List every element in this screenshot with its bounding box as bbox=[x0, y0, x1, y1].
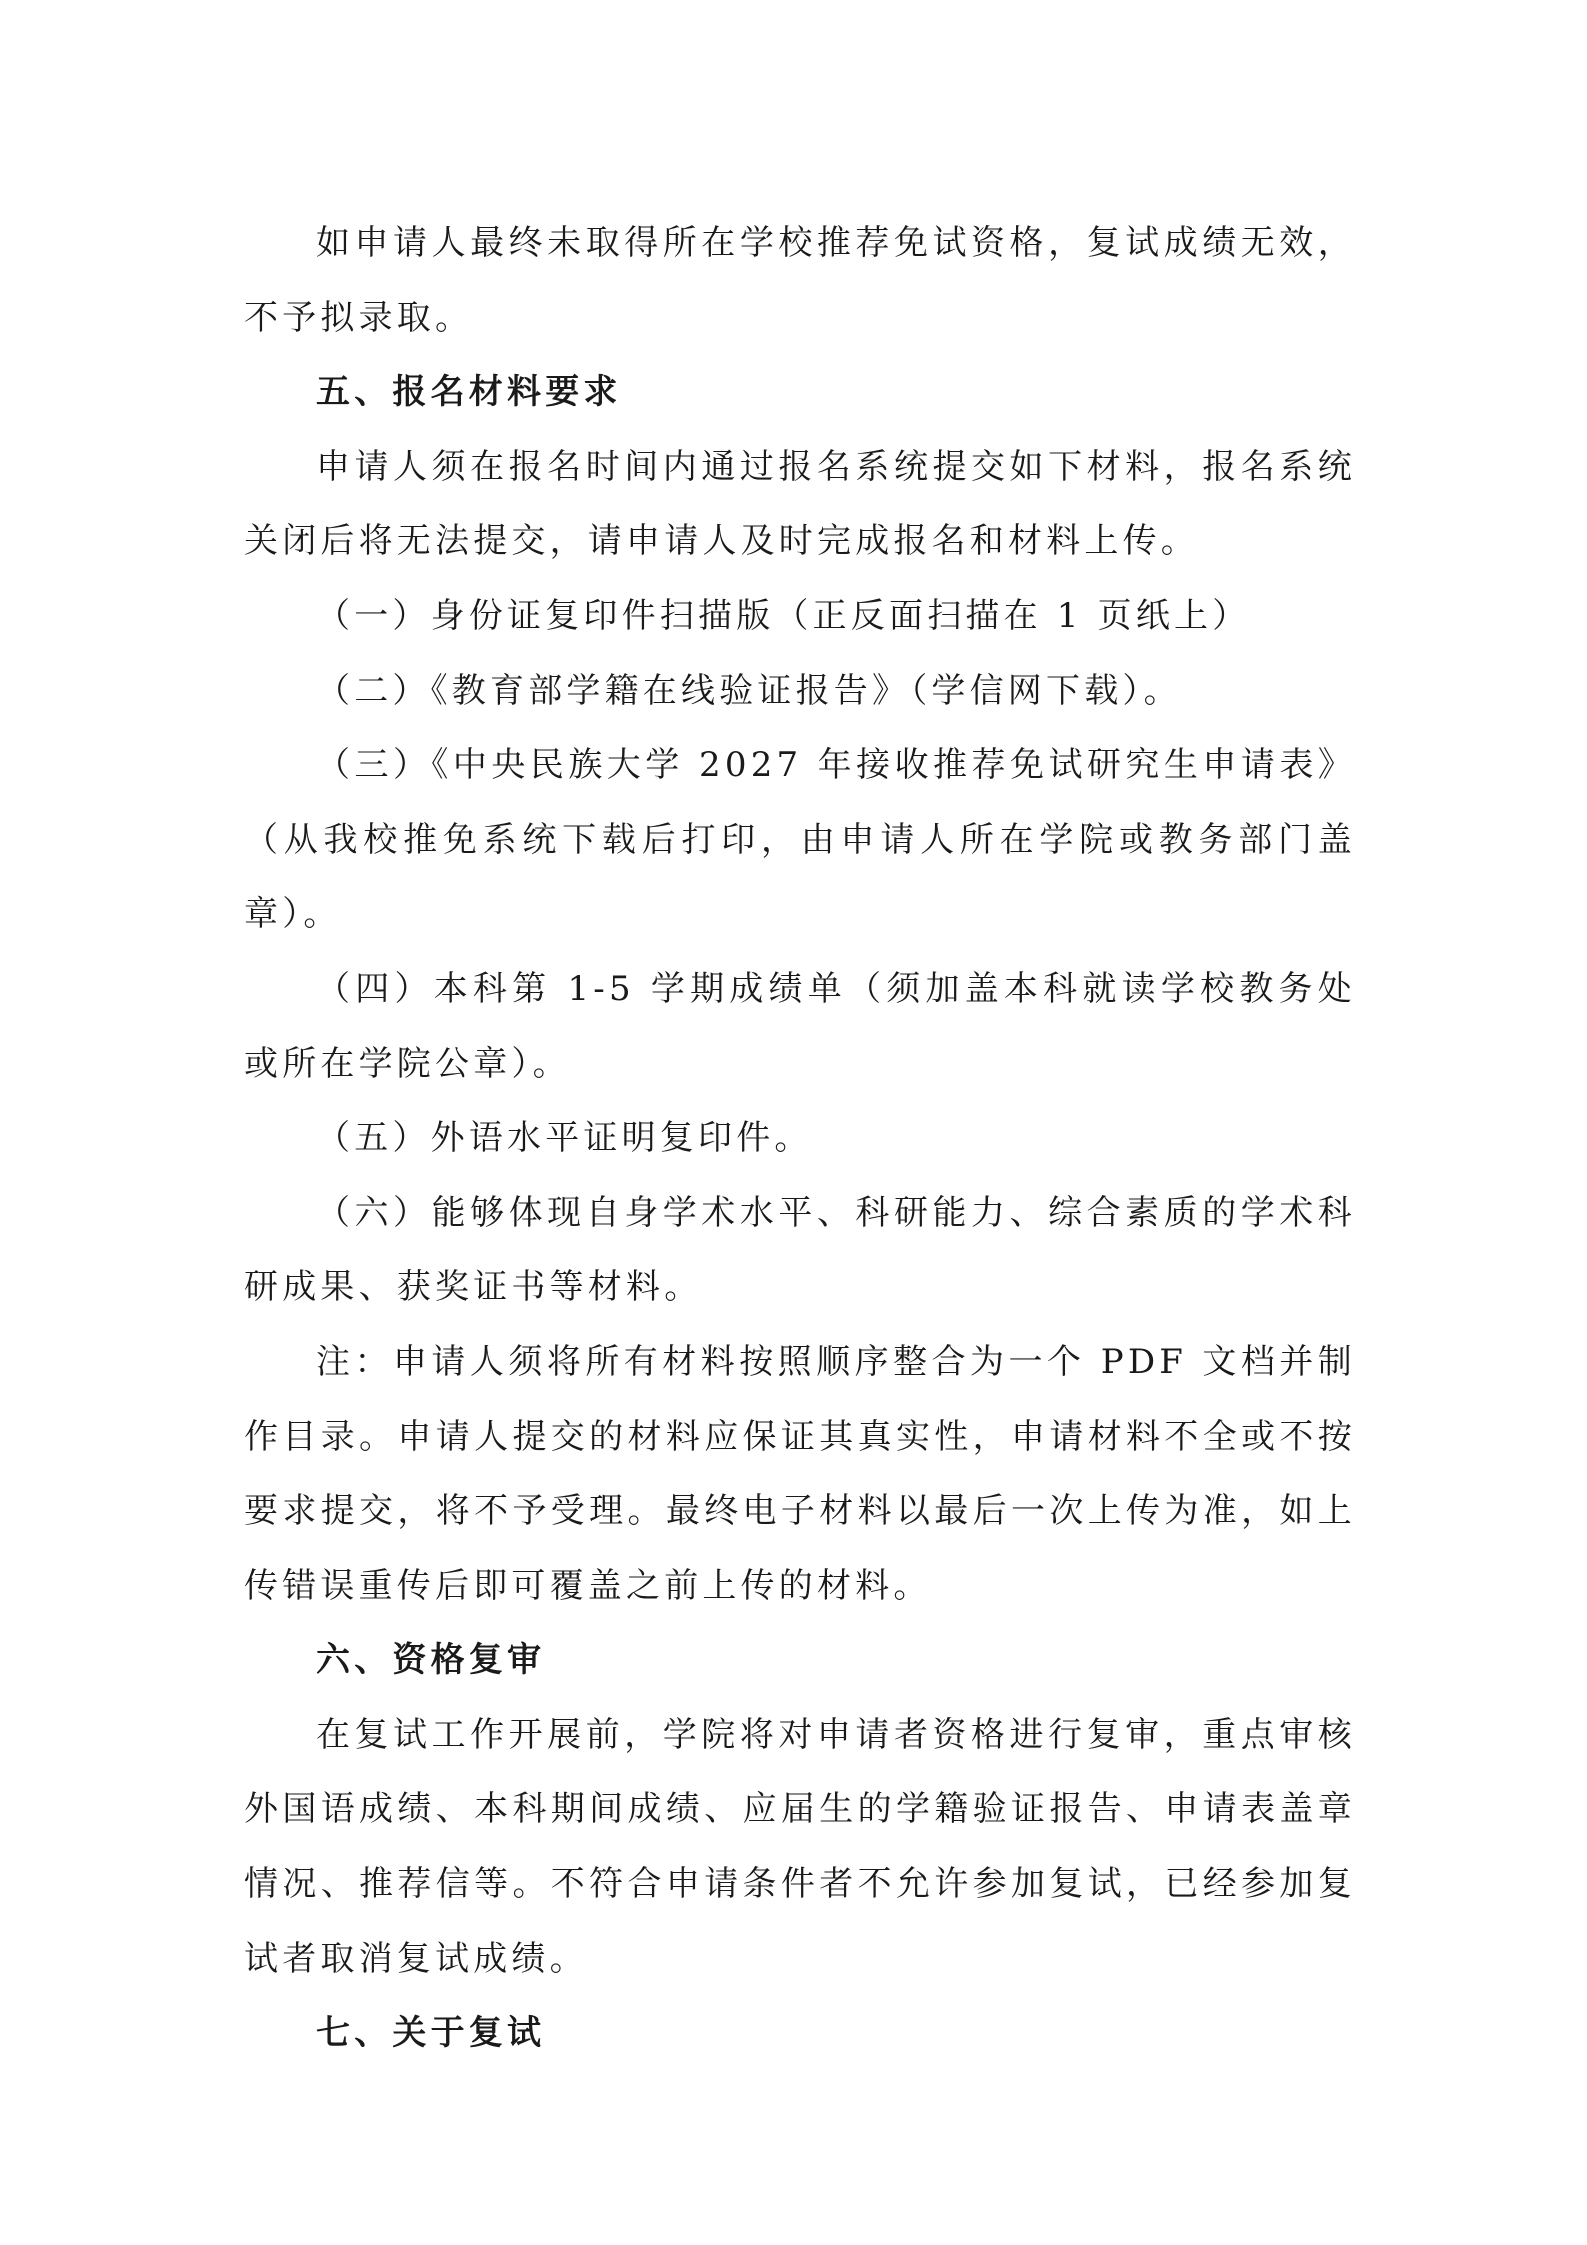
list-item-transcript: （四）本科第 1-5 学期成绩单（须加盖本科就读学校教务处或所在学院公章）。 bbox=[244, 968, 1356, 1084]
list-item-language-certificate: （五）外语水平证明复印件。 bbox=[316, 1118, 813, 1159]
list-item-student-status-report: （二）《教育部学籍在线验证报告》（学信网下载）。 bbox=[316, 670, 1182, 711]
paragraph-disqualification-note: 如申请人最终未取得所在学校推荐免试资格，复试成绩无效，不予拟录取。 bbox=[244, 223, 1356, 338]
list-item-application-form: （三）《中央民族大学 2027 年接收推荐免试研究生申请表》（从我校推免系统下载后打印，由申请人所在学院或教务部门盖章）。 bbox=[244, 745, 1356, 935]
paragraph-qualification-review: 在复试工作开展前，学院将对申请者资格进行复审，重点审核外国语成绩、本科期间成绩、应届生的学籍验证报告、申请表盖章情况、推荐信等。不符合申请条件者不允许参加复试，已经参加复试者取消复试成绩。 bbox=[244, 1714, 1356, 1979]
list-item-research-achievements: （六）能够体现自身学术水平、科研能力、综合素质的学术科研成果、获奖证书等材料。 bbox=[244, 1192, 1356, 1308]
paragraph-submission-note: 注：申请人须将所有材料按照顺序整合为一个 PDF 文档并制作目录。申请人提交的材料应保证其真实性，申请材料不全或不按要求提交，将不予受理。最终电子材料以最后一次上传为准，如上传错误重传后即可覆盖之前上传的材料。 bbox=[244, 1341, 1356, 1606]
section-heading-application-materials: 五、报名材料要求 bbox=[316, 372, 622, 413]
list-item-id-card: （一）身份证复印件扫描版（正反面扫描在 1 页纸上） bbox=[316, 595, 1251, 636]
paragraph-materials-intro: 申请人须在报名时间内通过报名系统提交如下材料，报名系统关闭后将无法提交，请申请人及时完成报名和材料上传。 bbox=[244, 446, 1356, 562]
document-body bbox=[244, 206, 1356, 2071]
section-heading-retest: 七、关于复试 bbox=[316, 2013, 546, 2054]
section-heading-qualification-review: 六、资格复审 bbox=[316, 1640, 546, 1681]
